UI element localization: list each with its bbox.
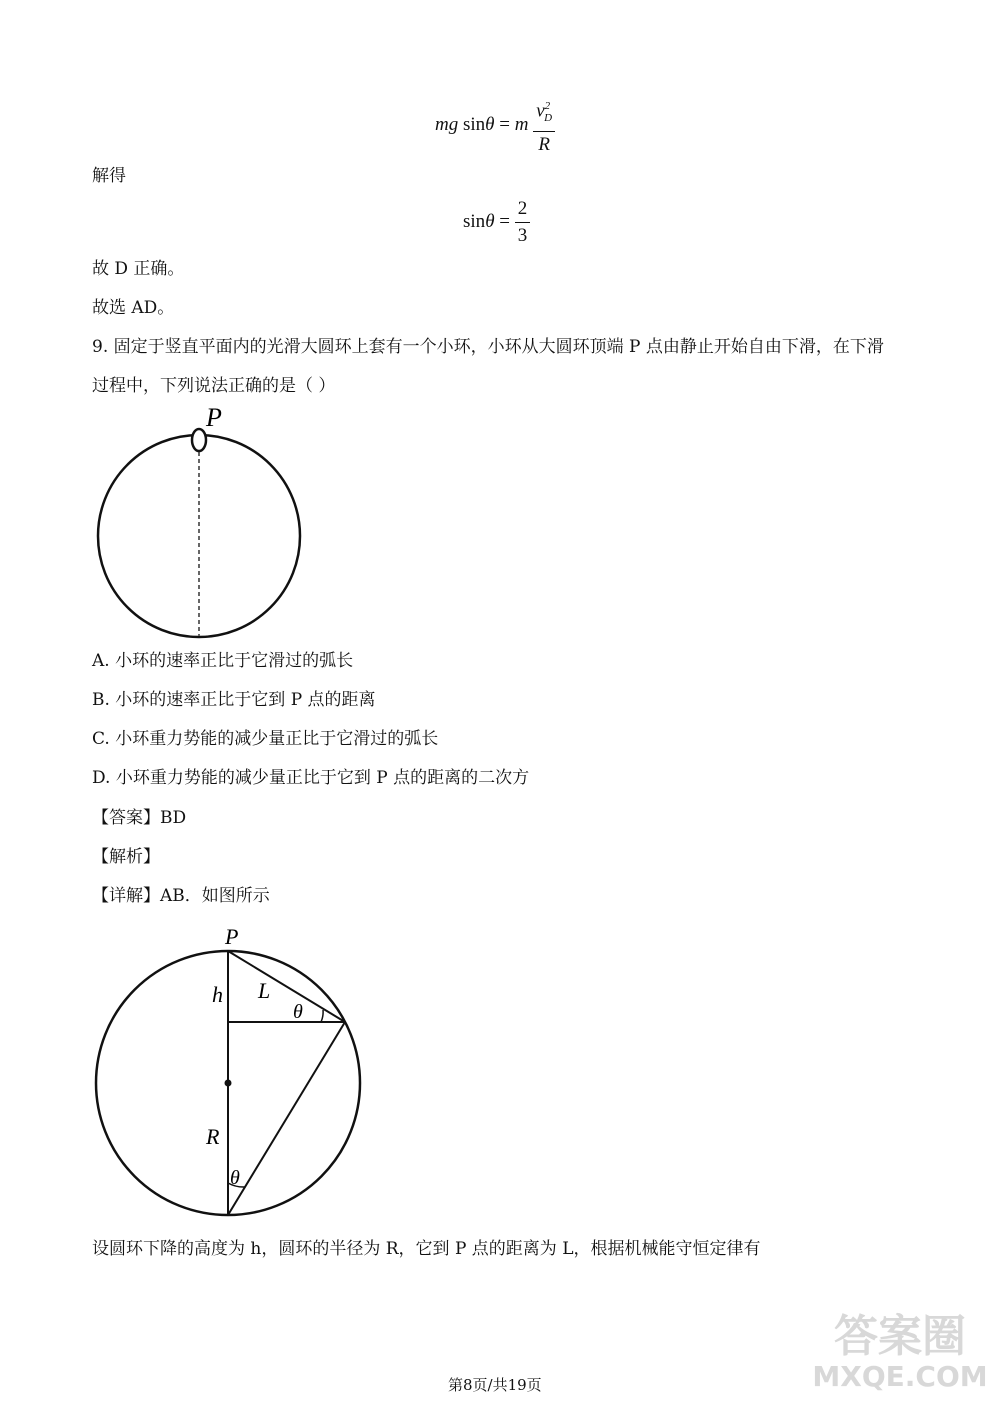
eq1-fraction	[533, 93, 555, 158]
chord-bottom	[228, 1022, 345, 1215]
eq1-v-sub: D	[544, 112, 553, 125]
figure2-label-l: L	[258, 978, 271, 1003]
small-ring	[192, 429, 206, 451]
eq2-denominator: 3	[517, 225, 528, 246]
eq1-sin: sin	[458, 113, 486, 135]
watermark-bottom: MXQE.COM	[812, 1360, 988, 1393]
question-line-1: 9. 固定于竖直平面内的光滑大圆环上套有一个小环，小环从大圆环顶端 P 点由静止开始自由下滑，在下滑	[92, 337, 884, 357]
eq1-equals: =	[494, 113, 515, 135]
eq2-fraction	[515, 196, 531, 249]
figure1-label-p: P	[206, 403, 222, 432]
equation-centripetal	[435, 93, 555, 158]
figure2-label-theta-top: θ	[293, 1001, 303, 1023]
eq2-theta: θ	[485, 210, 495, 232]
eq2-numerator: 2	[515, 196, 531, 223]
figure-ring-on-circle	[90, 400, 310, 645]
figure2-label-p: P	[225, 924, 239, 949]
conclusion-d: 故 D 正确。	[92, 259, 185, 279]
option-c: C. 小环重力势能的减少量正比于它滑过的弧长	[92, 729, 439, 749]
detail-line: 【详解】AB．如图所示	[92, 886, 270, 906]
conclusion-choice: 故选 AD。	[92, 298, 175, 318]
option-b: B. 小环的速率正比于它到 P 点的距离	[92, 690, 376, 710]
figure2-label-theta-bottom: θ	[230, 1167, 240, 1189]
watermark-top: 答案圈	[834, 1311, 966, 1362]
eq1-numerator	[533, 93, 555, 132]
chord-L	[228, 951, 345, 1022]
page-footer: 第8页/共19页	[448, 1376, 542, 1394]
figure2-label-r: R	[206, 1124, 220, 1149]
eq1-theta: θ	[485, 113, 495, 135]
equation-sin-theta	[463, 196, 530, 249]
solve-word: 解得	[92, 166, 126, 186]
answer-line: 【答案】BD	[92, 808, 187, 828]
eq1-mg: mg	[435, 113, 459, 135]
figure-geometry	[90, 920, 370, 1230]
eq1-v: v	[536, 100, 545, 122]
question-line-2: 过程中，下列说法正确的是（ ）	[92, 376, 336, 396]
angle-arc-top	[321, 1010, 323, 1022]
center-dot	[225, 1080, 232, 1087]
option-a: A. 小环的速率正比于它滑过的弧长	[92, 651, 354, 671]
analysis-line: 【解析】	[92, 847, 160, 867]
watermark-logo	[810, 1312, 990, 1392]
figure2-label-h: h	[212, 982, 223, 1007]
eq2-sin: sin	[463, 210, 486, 232]
eq1-m: m	[514, 113, 529, 135]
eq2-equals: =	[494, 210, 515, 232]
setup-line: 设圆环下降的高度为 h，圆环的半径为 R，它到 P 点的距离为 L，根据机械能守恒定律有	[92, 1239, 761, 1259]
eq1-denominator: R	[538, 134, 550, 156]
option-d: D. 小环重力势能的减少量正比于它到 P 点的距离的二次方	[92, 768, 530, 788]
eq1-v-sup: 2	[544, 100, 551, 112]
